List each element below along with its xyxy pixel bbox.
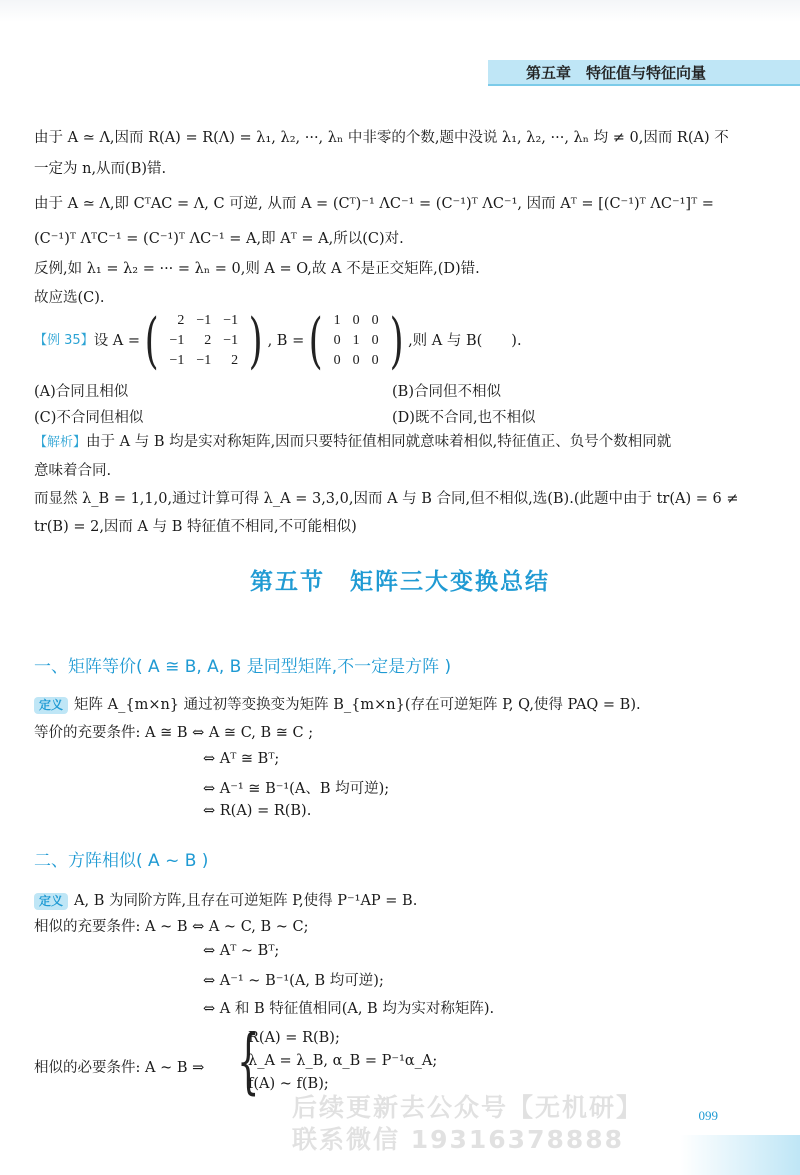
matrix-b-row <box>328 331 385 351</box>
matrix-a-cell: −1 <box>223 333 239 348</box>
example-tag: 【例 35】 <box>34 333 94 348</box>
matrix-a-cell: −1 <box>196 313 212 328</box>
sim-cond-3: ⇔ A⁻¹ ~ B⁻¹(A, B 均可逆); <box>203 973 384 989</box>
matrix-b-cell: 0 <box>371 333 379 348</box>
left-brace: { <box>237 1020 260 1102</box>
analysis-line2: 意味着合同. <box>34 463 112 479</box>
para3: 反例,如 λ₁ = λ₂ = ··· = λₙ = 0,则 A = O,故 A 不是正交矩阵,(D)错. <box>34 261 480 277</box>
chapter-header: 第五章 特征值与特征向量 <box>488 60 800 86</box>
equiv-cond-3: ⇔ A⁻¹ ≅ B⁻¹(A、B 均可逆); <box>203 781 390 797</box>
matrix-a-cell: 2 <box>177 313 185 328</box>
def-similarity-text: A, B 为同阶方阵,且存在可逆矩阵 P,使得 P⁻¹AP = B. <box>74 893 418 909</box>
option-d: (D)既不合同,也不相似 <box>392 410 536 426</box>
sim-necessary-2: λ_A = λ_B, α_B = P⁻¹α_A; <box>248 1053 438 1069</box>
para1-line1: 由于 A ≃ Λ,因而 R(A) = R(Λ) = λ₁, λ₂, ···, λₙ 中非零的个数,题中没说 λ₁, λ₂, ···, λₙ 均 ≠ 0,因而 R(A) 不 <box>34 130 729 146</box>
matrix-a-row <box>163 311 244 331</box>
matrix-a-row <box>163 351 244 371</box>
matrix-a-cell: −1 <box>169 333 185 348</box>
matrix-a-cell: −1 <box>196 353 212 368</box>
example-mid: , B = <box>267 333 305 349</box>
matrix-a-cell: 2 <box>231 353 239 368</box>
matrix-b-cell: 1 <box>352 333 360 348</box>
analysis-line1 <box>34 431 784 454</box>
matrix-a-cell: −1 <box>169 353 185 368</box>
equiv-cond-4: ⇔ R(A) = R(B). <box>203 803 312 819</box>
matrix-b-cell: 0 <box>352 313 360 328</box>
watermark-line1: 后续更新去公众号【无机研】 <box>292 1093 644 1122</box>
heading-equivalence: 一、矩阵等价( A ≅ B, A, B 是同型矩阵,不一定是方阵 ) <box>34 657 452 677</box>
def-similarity <box>34 890 784 912</box>
para2-line1: 由于 A ≃ Λ,即 CᵀAC = Λ, C 可逆, 从而 A = (Cᵀ)⁻¹ ΛC⁻¹ = (C⁻¹)ᵀ ΛC⁻¹, 因而 Aᵀ = [(C⁻¹)ᵀ ΛC⁻¹]ᵀ = <box>34 196 714 212</box>
sim-cond-1: 相似的充要条件: A ~ B ⇔ A ~ C, B ~ C; <box>34 919 309 935</box>
option-b: (B)合同但不相似 <box>392 384 501 400</box>
top-edge <box>0 0 800 22</box>
sim-necessary-3: f(A) ~ f(B); <box>248 1076 329 1092</box>
matrix-a: ( 2 −1 −1 −1 2 −1 −1 −1 2 ) <box>144 306 263 376</box>
matrix-b-cell: 1 <box>333 313 341 328</box>
corner-band <box>680 1135 800 1175</box>
matrix-b-row <box>328 351 385 371</box>
matrix-b-cell: 0 <box>371 353 379 368</box>
example-tail: ,则 A 与 B( ). <box>408 333 522 349</box>
section-title: 第五节 矩阵三大变换总结 <box>250 568 550 595</box>
analysis-tag: 【解析】 <box>34 435 87 450</box>
sim-cond-2: ⇔ Aᵀ ~ Bᵀ; <box>203 943 280 959</box>
definition-badge: 定义 <box>34 893 68 910</box>
analysis-line4: tr(B) = 2,因而 A 与 B 特征值不相同,不可能相似) <box>34 519 357 535</box>
matrix-b-row <box>328 311 385 331</box>
equiv-cond-1: 等价的充要条件: A ≅ B ⇔ A ≅ C, B ≅ C ; <box>34 725 314 741</box>
page-number: 099 <box>698 1108 718 1123</box>
equiv-cond-2: ⇔ Aᵀ ≅ Bᵀ; <box>203 751 280 767</box>
watermark <box>292 1092 692 1156</box>
option-a: (A)合同且相似 <box>34 384 129 400</box>
heading-similarity: 二、方阵相似( A ~ B ) <box>34 851 209 871</box>
sim-necessary-1: R(A) = R(B); <box>248 1030 340 1046</box>
para2-line2: (C⁻¹)ᵀ ΛᵀC⁻¹ = (C⁻¹)ᵀ ΛC⁻¹ = A,即 Aᵀ = A,所以(C)对. <box>34 231 404 247</box>
matrix-b-cell: 0 <box>333 353 341 368</box>
definition-badge: 定义 <box>34 697 68 714</box>
matrix-b: ( 1 0 0 0 1 0 0 0 0 ) <box>308 306 404 376</box>
matrix-b-cell: 0 <box>371 313 379 328</box>
para1-line2: 一定为 n,从而(B)错. <box>34 161 167 177</box>
def-equivalence <box>34 694 784 716</box>
matrix-a-cell: 2 <box>204 333 212 348</box>
sim-cond-4: ⇔ A 和 B 特征值相同(A, B 均为实对称矩阵). <box>203 1001 495 1017</box>
sim-necessary-lead: 相似的必要条件: A ~ B ⇒ <box>34 1060 205 1076</box>
option-c: (C)不合同但相似 <box>34 410 144 426</box>
analysis-text1: 由于 A 与 B 均是实对称矩阵,因而只要特征值相同就意味着相似,特征值正、负号个数相同就 <box>86 434 672 450</box>
matrix-b-cell: 0 <box>352 353 360 368</box>
example35 <box>34 306 784 376</box>
example-lead: 设 A = <box>93 333 141 349</box>
watermark-line2: 联系微信 19316378888 <box>292 1125 625 1154</box>
def-equivalence-text: 矩阵 A_{m×n} 通过初等变换变为矩阵 B_{m×n}(存在可逆矩阵 P, Q,使得 PAQ = B). <box>74 697 641 713</box>
para4: 故应选(C). <box>34 290 105 306</box>
matrix-a-cell: −1 <box>223 313 239 328</box>
matrix-b-cell: 0 <box>333 333 341 348</box>
matrix-a-row <box>163 331 244 351</box>
analysis-line3: 而显然 λ_B = 1,1,0,通过计算可得 λ_A = 3,3,0,因而 A 与 B 合同,但不相似,选(B).(此题中由于 tr(A) = 6 ≠ <box>34 491 739 507</box>
